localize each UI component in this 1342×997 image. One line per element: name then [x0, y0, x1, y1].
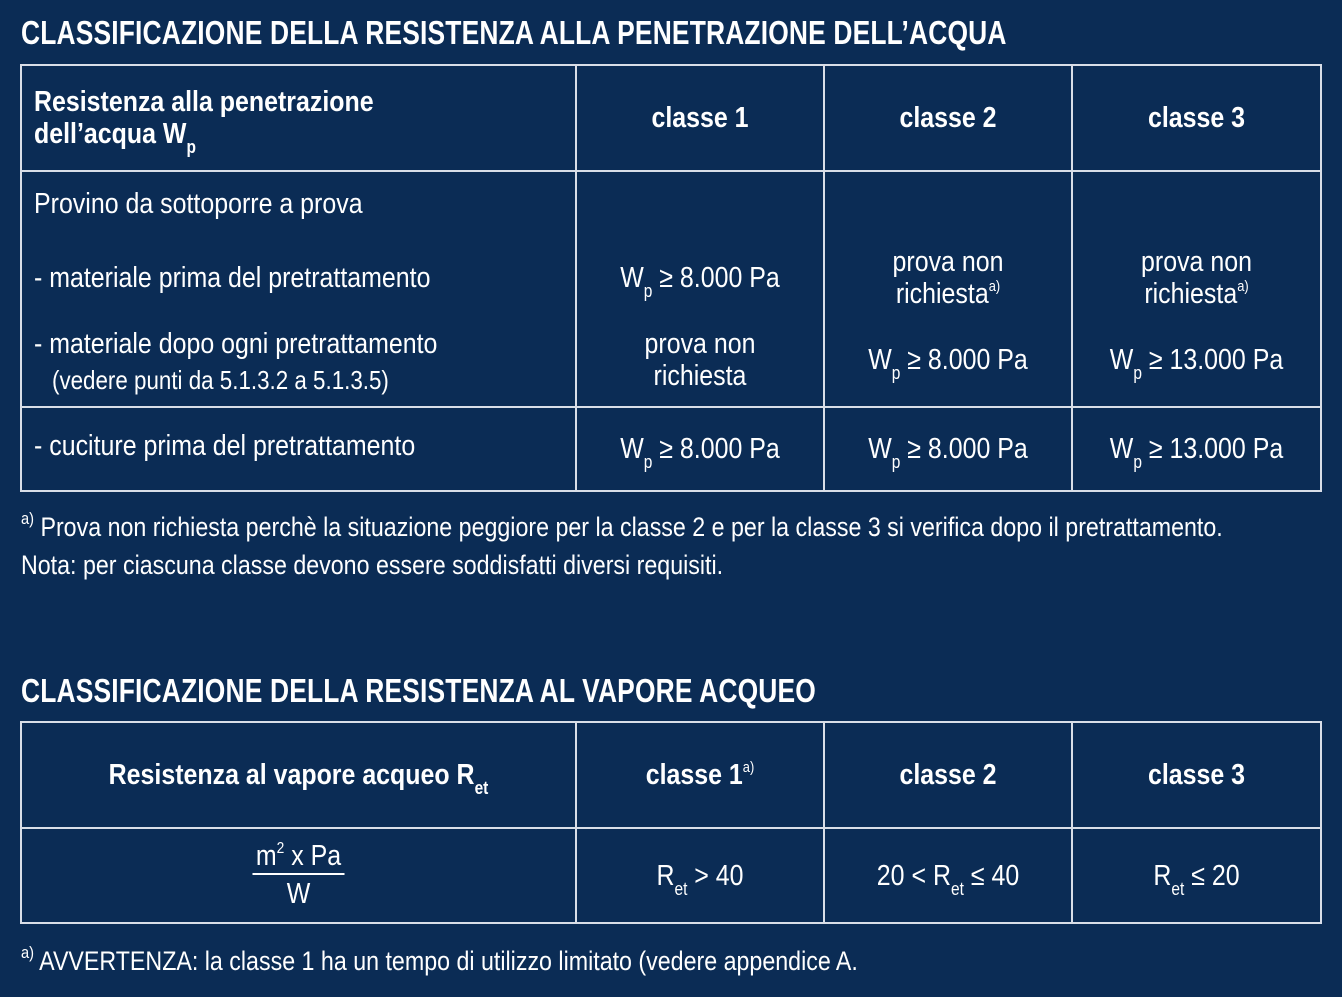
seams-class2: $W_p \ge 8.000$ Pa — [824, 407, 1072, 491]
seams-class3: $W_p \ge 13.000$ Pa — [1072, 407, 1321, 491]
specimen-class1-cell — [576, 171, 824, 407]
table1-footnote-mark: a) — [21, 509, 35, 528]
table1-footnote: $^{a)}$ Prova non richiesta perchè la situazione peggiore per la classe 2 e per la classe 3 si verifica dopo il pretrattamento. — [21, 509, 1223, 542]
specimen-class3-cell — [1072, 171, 1321, 407]
table2-footnote-mark: a) — [21, 943, 35, 962]
header-label-cell — [21, 65, 576, 171]
specimen-row-after-note: (vedere punti da 5.1.3.2 a 5.1.3.5) — [52, 365, 389, 395]
c2-after-value: $W_p \ge 8.000$ Pa — [868, 344, 1028, 383]
table1-title: CLASSIFICAZIONE DELLA RESISTENZA ALLA PENETRAZIONE DELL’ACQUA — [21, 14, 1007, 51]
vapour-resistance-table — [20, 721, 1322, 924]
c1-before-value: $W_p \ge 8.000$ Pa — [620, 262, 780, 301]
vapour-header-class1: classe 1$^{a)}$ — [576, 722, 824, 828]
vapour-class3-value: $R_{et} \le 20$ — [1072, 828, 1321, 923]
c1-after-value: prova non richiesta — [644, 328, 756, 392]
table1-note: Nota: per ciascuna classe devono essere soddisfatti diversi requisiti. — [21, 550, 724, 580]
vapour-header-label: Resistenza al vapore acqueo $R_{et}$ — [21, 722, 576, 828]
specimen-class2-cell — [824, 171, 1072, 407]
specimen-row-after: - materiale dopo ogni pretrattamento — [34, 328, 438, 360]
header-label-line2: dell’acqua W — [34, 118, 187, 150]
c3-after-value: $W_p \ge 13.000$ Pa — [1109, 344, 1284, 383]
seams-class1: $W_p \ge 8.000$ Pa — [576, 407, 824, 491]
header-class2: classe 2 — [824, 65, 1072, 171]
table2-footnote: $^{a)}$ AVVERTENZA: la classe 1 ha un tempo di utilizzo limitato (vedere appendice A. — [21, 943, 858, 976]
vapour-class1-value: $R_{et} > 40$ — [576, 828, 824, 923]
seams-label: - cuciture prima del pretrattamento — [34, 430, 416, 462]
table2-title: CLASSIFICAZIONE DELLA RESISTENZA AL VAPORE ACQUEO — [21, 672, 816, 709]
header-class3: classe 3 — [1072, 65, 1321, 171]
seams-label-cell — [21, 407, 576, 491]
specimen-heading: Provino da sottoporre a prova — [34, 188, 363, 220]
vapour-class2-value: $20 < R_{et} \le 40$ — [824, 828, 1072, 923]
specimen-row-before: - materiale prima del pretrattamento — [34, 262, 431, 294]
c2-before-value: prova non richiesta$^{a)}$ — [892, 246, 1004, 310]
header-label-line1: Resistenza alla penetrazione — [34, 86, 374, 118]
header-class1: classe 1 — [576, 65, 824, 171]
unit-fraction: $\frac{m^2 x Pa}{W}$ — [252, 839, 344, 913]
vapour-header-class3: classe 3 — [1072, 722, 1321, 828]
c3-before-value: prova non richiesta$^{a)}$ — [1141, 246, 1252, 310]
vapour-header-class2: classe 2 — [824, 722, 1072, 828]
water-penetration-table — [20, 64, 1322, 492]
header-label-sub: p — [186, 137, 196, 157]
specimen-label-cell — [21, 171, 576, 407]
vapour-unit-cell — [21, 828, 576, 923]
